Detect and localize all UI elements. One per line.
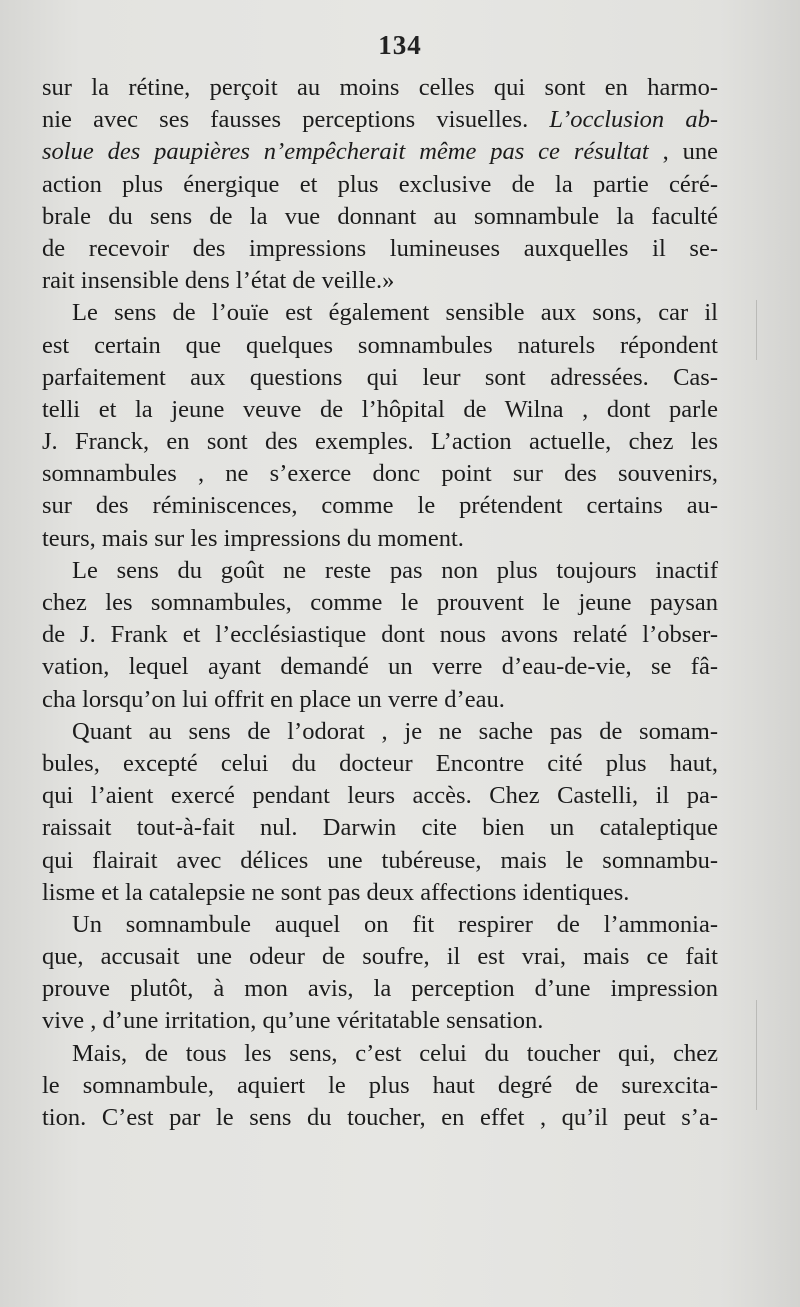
text-line — [42, 909, 718, 941]
text-line — [42, 780, 718, 812]
page-edge-mark — [756, 300, 757, 360]
line-text: le somnambule, aquiert le plus haut degré de surexcita- — [42, 1071, 718, 1099]
line-text: teurs, mais sur les impressions du moment. — [42, 524, 464, 552]
text-line — [42, 973, 718, 1005]
text-line — [42, 587, 718, 619]
line-text: est certain que quelques somnambules naturels répondent — [42, 331, 718, 359]
line-text: Le sens de l’ouïe est également sensible aux sons, car il — [72, 299, 718, 327]
text-line — [42, 458, 718, 490]
line-text: cha lorsqu’on lui offrit en place un verre d’eau. — [42, 685, 505, 713]
line-text: raissait tout-à-fait nul. Darwin cite bien un cataleptique — [42, 814, 718, 842]
line-text: rait insensible dens l’état de veille.» — [42, 267, 395, 295]
line-text: J. Franck, en sont des exemples. L’action actuelle, chez les — [42, 428, 718, 456]
text-line — [42, 941, 718, 973]
line-text: Mais, de tous les sens, c’est celui du toucher qui, chez — [72, 1039, 718, 1067]
line-text: chez les somnambules, comme le prouvent le jeune paysan — [42, 589, 718, 616]
page-number: 134 — [378, 30, 422, 60]
text-line — [42, 104, 718, 136]
body-text — [42, 72, 718, 1134]
line-text: tion. C’est par le sens du toucher, en effet , qu’il peut s’a- — [42, 1104, 718, 1131]
line-text: Le sens du goût ne reste pas non plus toujours inactif — [72, 556, 718, 584]
text-line — [42, 233, 718, 265]
line-text: de recevoir des impressions lumineuses auxquelles il se- — [42, 234, 718, 262]
line-text: brale du sens de la vue donnant au somnambule la faculté — [42, 202, 718, 230]
line-text: Quant au sens de l’odorat , je ne sache pas de somam- — [72, 717, 718, 745]
text-line — [42, 362, 718, 394]
text-line — [42, 812, 718, 844]
line-text: vation, lequel ayant demandé un verre d’eau-de-vie, se fâ- — [42, 653, 718, 681]
line-text: sur des réminiscences, comme le prétendent certains au- — [42, 492, 718, 520]
text-line — [42, 748, 718, 780]
line-text: qui l’aient exercé pendant leurs accès. Chez Castelli, il pa- — [42, 782, 718, 810]
text-line — [42, 619, 718, 651]
line-text: bules, excepté celui du docteur Encontre cité plus haut, — [42, 749, 718, 777]
text-line — [42, 523, 718, 555]
line-text: telli et la jeune veuve de l’hôpital de Wilna , dont parle — [42, 395, 718, 423]
text-line — [42, 877, 718, 909]
text-line — [42, 136, 718, 168]
line-text: somnambules , ne s’exerce donc point sur des souvenirs, — [42, 460, 718, 488]
text-line — [42, 394, 718, 426]
text-line — [42, 72, 718, 104]
line-text: de J. Frank et l’ecclésiastique dont nous avons relaté l’obser- — [42, 621, 718, 649]
italic-text: L’occlusion ab- — [549, 106, 718, 134]
text-line — [42, 1038, 718, 1070]
text-line — [42, 1005, 718, 1037]
line-text: parfaitement aux questions qui leur sont adressées. Cas- — [42, 363, 718, 391]
text-line — [42, 330, 718, 362]
line-text: vive , d’une irritation, qu’une véritatable sensation. — [42, 1007, 544, 1035]
text-line — [42, 555, 718, 587]
line-text: nie avec ses fausses perceptions visuelles. — [42, 106, 550, 134]
italic-text: solue des paupières n’empêcherait même pas ce résultat — [42, 138, 649, 166]
line-text: , une — [648, 138, 718, 166]
text-line — [42, 1102, 718, 1134]
text-line — [42, 426, 718, 458]
text-line — [42, 169, 718, 201]
line-text: sur la rétine, perçoit au moins celles qui sont en harmo- — [42, 74, 718, 101]
text-line — [42, 201, 718, 233]
text-line — [42, 297, 718, 329]
text-line — [42, 1070, 718, 1102]
line-text: qui flairait avec délices une tubéreuse, mais le somnambu- — [42, 846, 718, 874]
text-line — [42, 651, 718, 683]
line-text: lisme et la catalepsie ne sont pas deux affections identiques. — [42, 878, 630, 906]
text-line — [42, 716, 718, 748]
line-text: Un somnambule auquel on fit respirer de l’ammonia- — [72, 910, 718, 938]
text-line — [42, 490, 718, 522]
text-line — [42, 684, 718, 716]
text-line — [42, 265, 718, 297]
page-edge-mark — [756, 1000, 757, 1110]
text-line — [42, 845, 718, 877]
line-text: prouve plutôt, à mon avis, la perception d’une impression — [42, 975, 718, 1003]
line-text: action plus énergique et plus exclusive de la partie céré- — [42, 170, 718, 198]
line-text: que, accusait une odeur de soufre, il est vrai, mais ce fait — [42, 943, 718, 971]
